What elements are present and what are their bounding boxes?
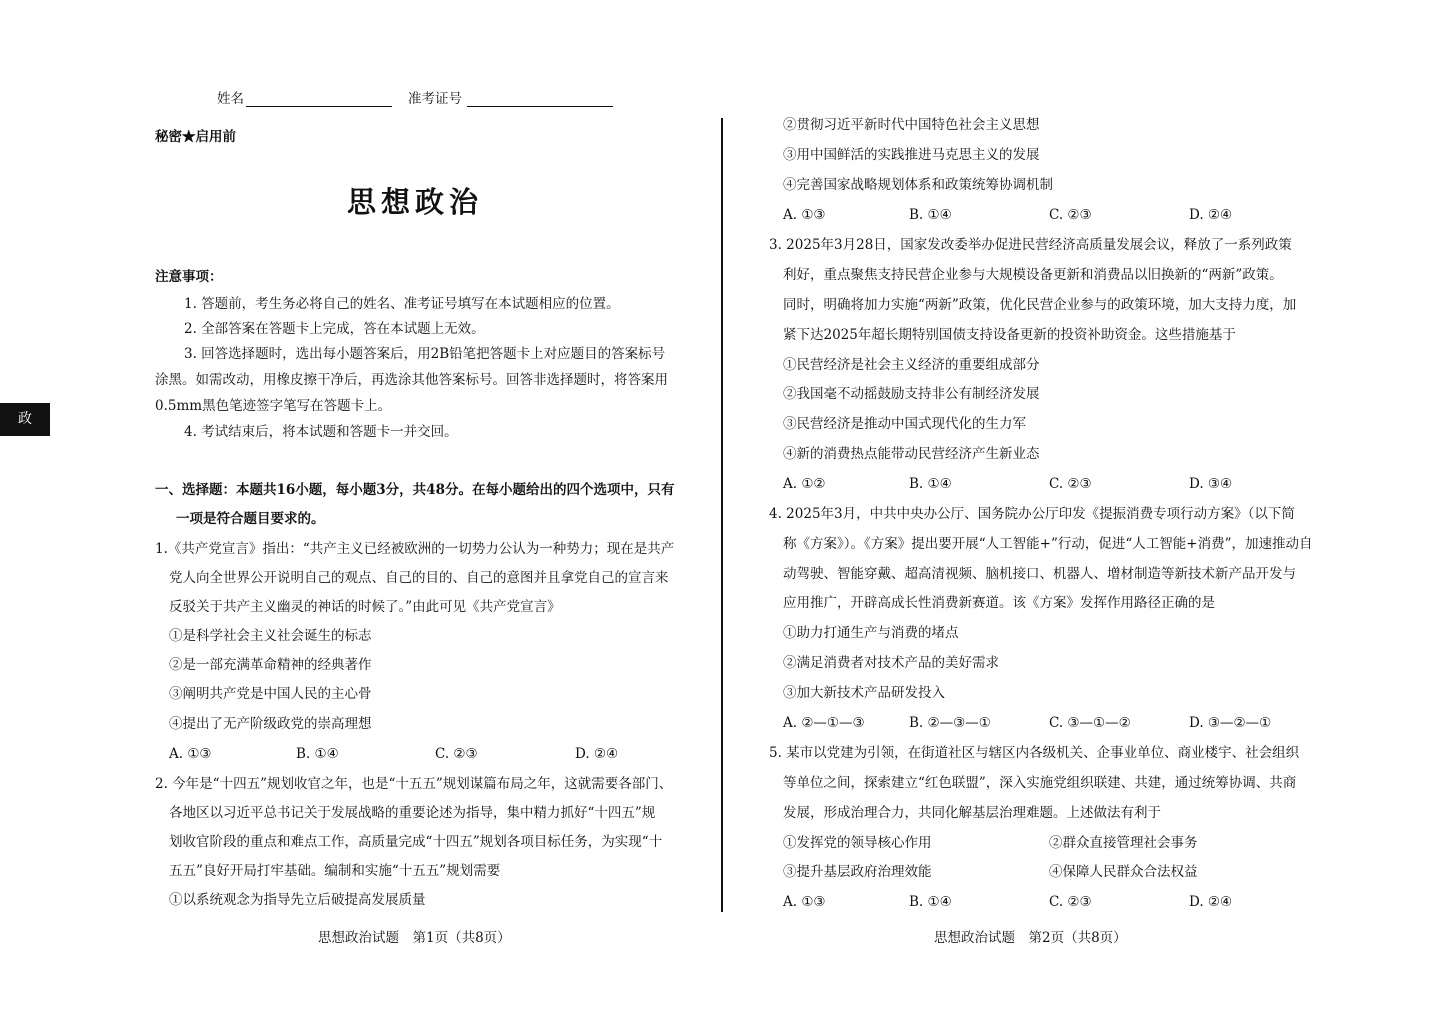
note-item: 1. 答题前，考生务必将自己的姓名、准考证号填写在本试题相应的位置。 bbox=[184, 296, 620, 312]
q2-stem: 五五”良好开局打牢基础。编制和实施“十五五”规划需要 bbox=[169, 863, 501, 879]
q5-option: ①发挥党的领导核心作用 bbox=[783, 835, 932, 851]
q3-stem: 同时，明确将加力实施“两新”政策，优化民营企业参与的政策环境，加大支持力度，加 bbox=[783, 297, 1297, 313]
q3-choice-c[interactable]: C. ②③ bbox=[1049, 476, 1092, 492]
q5-stem: 等单位之间，探索建立“红色联盟”，深入实施党组织联建、共建，通过统筹协调、共商 bbox=[783, 775, 1297, 791]
q5-option: ③提升基层政府治理效能 bbox=[783, 864, 932, 880]
q1-choice-b[interactable]: B. ①④ bbox=[296, 746, 339, 762]
q4-stem: 动驾驶、智能穿戴、超高清视频、脑机接口、机器人、增材制造等新技术新产品开发与 bbox=[783, 566, 1296, 582]
q2-choice-b[interactable]: B. ①④ bbox=[909, 207, 952, 223]
q5-choice-b[interactable]: B. ①④ bbox=[909, 894, 952, 910]
q3-choice-b[interactable]: B. ①④ bbox=[909, 476, 952, 492]
q3-choice-a[interactable]: A. ①② bbox=[783, 476, 826, 492]
q1-choice-a[interactable]: A. ①③ bbox=[169, 746, 212, 762]
secret-mark: 秘密★启用前 bbox=[155, 129, 236, 145]
note-item: 4. 考试结束后，将本试题和答题卡一并交回。 bbox=[184, 424, 458, 440]
q3-stem: 3. 2025年3月28日，国家发改委举办促进民营经济高质量发展会议，释放了一系列政策 bbox=[769, 237, 1292, 253]
name-label: 姓名 bbox=[217, 91, 244, 107]
q1-choice-d[interactable]: D. ②④ bbox=[575, 746, 619, 762]
section-heading: 一、选择题：本题共16小题，每小题3分，共48分。在每小题给出的四个选项中，只有 bbox=[155, 482, 675, 498]
q2-option: ④完善国家战略规划体系和政策统筹协调机制 bbox=[783, 177, 1053, 193]
q4-option: ②满足消费者对技术产品的美好需求 bbox=[783, 655, 999, 671]
q2-stem: 划收官阶段的重点和难点工作，高质量完成“十四五”规划各项目标任务，为实现“十 bbox=[169, 834, 663, 850]
q3-stem: 紧下达2025年超长期特别国债支持设备更新的投资补助资金。这些措施基于 bbox=[783, 327, 1236, 343]
q3-option: ①民营经济是社会主义经济的重要组成部分 bbox=[783, 357, 1040, 373]
subject-tab: 政 bbox=[0, 403, 50, 436]
q2-choice-c[interactable]: C. ②③ bbox=[1049, 207, 1092, 223]
page-footer-right: 思想政治试题 第2页（共8页） bbox=[934, 930, 1127, 946]
q2-choice-a[interactable]: A. ①③ bbox=[783, 207, 826, 223]
q2-option: ②贯彻习近平新时代中国特色社会主义思想 bbox=[783, 117, 1040, 133]
q5-choice-a[interactable]: A. ①③ bbox=[783, 894, 826, 910]
q3-option: ③民营经济是推动中国式现代化的生力军 bbox=[783, 416, 1026, 432]
q1-option: ③阐明共产党是中国人民的主心骨 bbox=[169, 686, 372, 702]
q1-choice-c[interactable]: C. ②③ bbox=[435, 746, 478, 762]
q5-option: ④保障人民群众合法权益 bbox=[1049, 864, 1198, 880]
q2-stem: 各地区以习近平总书记关于发展战略的重要论述为指导，集中精力抓好“十四五”规 bbox=[169, 805, 656, 821]
q5-choice-d[interactable]: D. ②④ bbox=[1189, 894, 1233, 910]
section-heading-cont: 一项是符合题目要求的。 bbox=[176, 511, 325, 527]
q3-option: ④新的消费热点能带动民营经济产生新业态 bbox=[783, 446, 1040, 462]
q4-stem: 应用推广，开辟高成长性消费新赛道。该《方案》发挥作用路径正确的是 bbox=[783, 595, 1215, 611]
q1-option: ④提出了无产阶级政党的崇高理想 bbox=[169, 716, 372, 732]
q1-option: ②是一部充满革命精神的经典著作 bbox=[169, 657, 372, 673]
q1-stem: 1.《共产党宣言》指出：“共产主义已经被欧洲的一切势力公认为一种势力；现在是共产 bbox=[155, 541, 675, 557]
q3-stem: 利好，重点聚焦支持民营企业参与大规模设备更新和消费品以旧换新的“两新”政策。 bbox=[783, 267, 1283, 283]
q4-choice-b[interactable]: B. ②—③—① bbox=[909, 715, 991, 731]
q1-stem: 反驳关于共产主义幽灵的神话的时候了。”由此可见《共产党宣言》 bbox=[169, 599, 561, 615]
q5-choice-c[interactable]: C. ②③ bbox=[1049, 894, 1092, 910]
note-item: 3. 回答选择题时，选出每小题答案后，用2B铅笔把答题卡上对应题目的答案标号 bbox=[184, 346, 666, 362]
q2-option: ①以系统观念为指导先立后破提高发展质量 bbox=[169, 892, 426, 908]
q4-option: ①助力打通生产与消费的堵点 bbox=[783, 625, 959, 641]
q4-choice-c[interactable]: C. ③—①—② bbox=[1049, 715, 1131, 731]
q1-stem: 党人向全世界公开说明自己的观点、自己的目的、自己的意图并且拿党自己的宣言来 bbox=[169, 570, 669, 586]
q4-choice-a[interactable]: A. ②—①—③ bbox=[783, 715, 865, 731]
exam-id-label: 准考证号 bbox=[408, 91, 462, 107]
q2-choice-d[interactable]: D. ②④ bbox=[1189, 207, 1233, 223]
q5-option: ②群众直接管理社会事务 bbox=[1049, 835, 1198, 851]
q2-stem: 2. 今年是“十四五”规划收官之年，也是“十五五”规划谋篇布局之年，这就需要各部门、 bbox=[155, 776, 673, 792]
exam-id-blank[interactable] bbox=[467, 106, 613, 107]
q4-stem: 4. 2025年3月，中共中央办公厅、国务院办公厅印发《提振消费专项行动方案》（以下简 bbox=[769, 506, 1295, 522]
notes-heading: 注意事项： bbox=[155, 269, 223, 285]
note-item: 涂黑。如需改动，用橡皮擦干净后，再选涂其他答案标号。回答非选择题时，将答案用 bbox=[155, 372, 668, 388]
q3-choice-d[interactable]: D. ③④ bbox=[1189, 476, 1233, 492]
page-title: 思想政治 bbox=[346, 185, 483, 219]
q1-option: ①是科学社会主义社会诞生的标志 bbox=[169, 628, 372, 644]
column-divider bbox=[721, 118, 723, 912]
name-blank[interactable] bbox=[246, 106, 392, 107]
note-item: 0.5mm黑色笔迹签字笔写在答题卡上。 bbox=[155, 398, 392, 414]
q4-stem: 称《方案》）。《方案》提出要开展“人工智能+”行动，促进“人工智能+消费”，加速推动自 bbox=[783, 536, 1313, 552]
q2-option: ③用中国鲜活的实践推进马克思主义的发展 bbox=[783, 147, 1040, 163]
note-item: 2. 全部答案在答题卡上完成，答在本试题上无效。 bbox=[184, 321, 485, 337]
q5-stem: 5. 某市以党建为引领，在街道社区与辖区内各级机关、企事业单位、商业楼宇、社会组织 bbox=[769, 745, 1300, 761]
q3-option: ②我国毫不动摇鼓励支持非公有制经济发展 bbox=[783, 386, 1040, 402]
q4-option: ③加大新技术产品研发投入 bbox=[783, 685, 945, 701]
q4-choice-d[interactable]: D. ③—②—① bbox=[1189, 715, 1272, 731]
page-footer-left: 思想政治试题 第1页（共8页） bbox=[318, 930, 511, 946]
q5-stem: 发展，形成治理合力，共同化解基层治理难题。上述做法有利于 bbox=[783, 805, 1161, 821]
